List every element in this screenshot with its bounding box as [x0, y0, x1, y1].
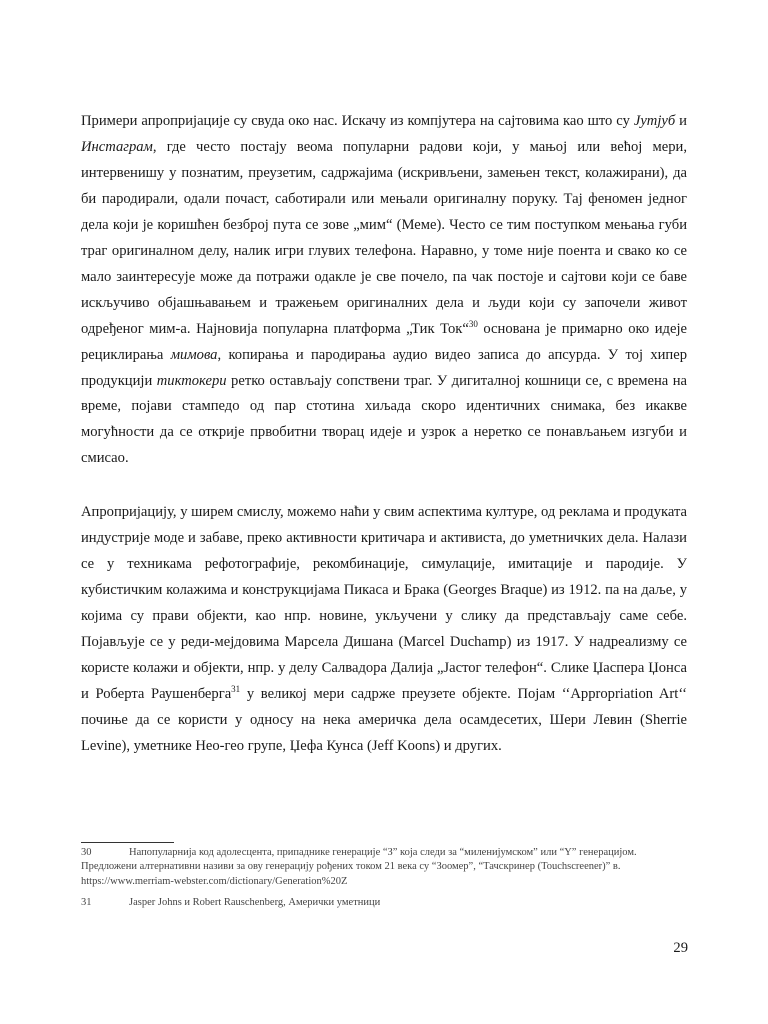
- paragraph-text: , копирања и пародирања аудио видео записа до апсурда. У тој хипер продукцији: [81, 346, 688, 389]
- footnote-text: Jasper Johns и Robert Rauschenberg, Амерички уметници: [129, 897, 381, 908]
- paragraph-text: у великој мери садрже преузете објекте. Појам ‘‘Appropriation Art‘‘ почиње да се користи у односу на нека америчка дела осамдесетих, Шери Левин (Sherrie Levine), уметнике Нео-гео групе, Џефа Кунса (Jeff Koons) и других.: [81, 685, 687, 754]
- paragraph-text: основана је примарно око идеје рециклирања: [81, 320, 687, 363]
- footnote-number: 31: [81, 897, 92, 908]
- page-number: 29: [673, 940, 688, 956]
- memes-term: мимова: [170, 346, 218, 363]
- footnote-separator: [81, 842, 174, 843]
- footnote-text: Напопуларнија код адолесцента, припаднике генерације “З” која следи за “миленијумском” или “Y” генерацијом. Предложени алтернативни називи за ову генерацију рођених током 21 века су “Зоомер”, “Тачскринер (Touchscreener)” в. https://www.merriam-webster.com/dictionary/Generation%20Z: [81, 847, 637, 887]
- footnote-number: 30: [81, 847, 92, 858]
- body-paragraph-2: [81, 500, 687, 760]
- footnote-30: [81, 846, 687, 889]
- footnote-reference-31[interactable]: 31: [231, 683, 241, 694]
- footnote-reference-30[interactable]: 30: [468, 318, 478, 329]
- paragraph-text: и: [675, 113, 687, 129]
- paragraph-text: ретко остављају сопствени траг. У дигиталној кошници се, с времена на време, појави стампедо од пар стотина хиљада скоро идентичних снимака, без икакве могућности да се открије првобитни творац идеје и узрок а неретко се понављањем изгуби и смисао.: [81, 372, 687, 467]
- paragraph-text: , где често постају веома популарни радови који, у мањој или већој мери, интервенишу у познатим, преузетим, садржајима (искривљени, замењен текст, колажирани), да би пародирали, одали почаст, саботирали или мењали оригиналну поруку. Тај феномен једног дела који је коришћен безброј пута се зове „мим“ (Меме). Често се тим поступком мењања губи траг оригиналном делу, налик игри глувих телефона. Наравно, у томе није поента и свако ко се мало заинтересује може да потражи одакле је све почело, па чак постоје и сајтови који се баве искључиво објашњавањем и тражењем оригиналних дела и људи који су започели живот одређеног мим-а. Најновија популарна платформа „Тик Ток“: [81, 138, 687, 337]
- tiktokers-term: тиктокери: [156, 372, 227, 389]
- body-paragraph-1: [81, 109, 687, 472]
- paragraph-text: Апропријацију, у ширем смислу, можемо наћи у свим аспектима културе, од реклама и продуката индустрије моде и забаве, преко активности критичара и активиста, до уметничких дела. Налази се у техникама рефотографије, рекомбинације, симулације, имитације и пародије. У кубистичким колажима и конструкцијама Пикаса и Брака (Georges Braque) из 1912. па на даље, у којима су прави објекти, као нпр. новине, укључени у слику да представљају саме себе. Појављује се у реди-мејдовима Марсела Дишана (Marcel Duchamp) из 1917. У надреализму се користе колажи и објекти, нпр. у делу Салвадора Далија „Јастог телефон“. Слике Џаспера Џонса и Роберта Раушенберга: [81, 504, 687, 702]
- youtube-term: Јутјуб: [633, 113, 676, 129]
- paragraph-text: Примери апропријације су свуда око нас. Искачу из компјутера на сајтовима као што су: [81, 113, 634, 129]
- footnote-31: [81, 896, 687, 910]
- instagram-term: Инстаграм: [81, 138, 153, 155]
